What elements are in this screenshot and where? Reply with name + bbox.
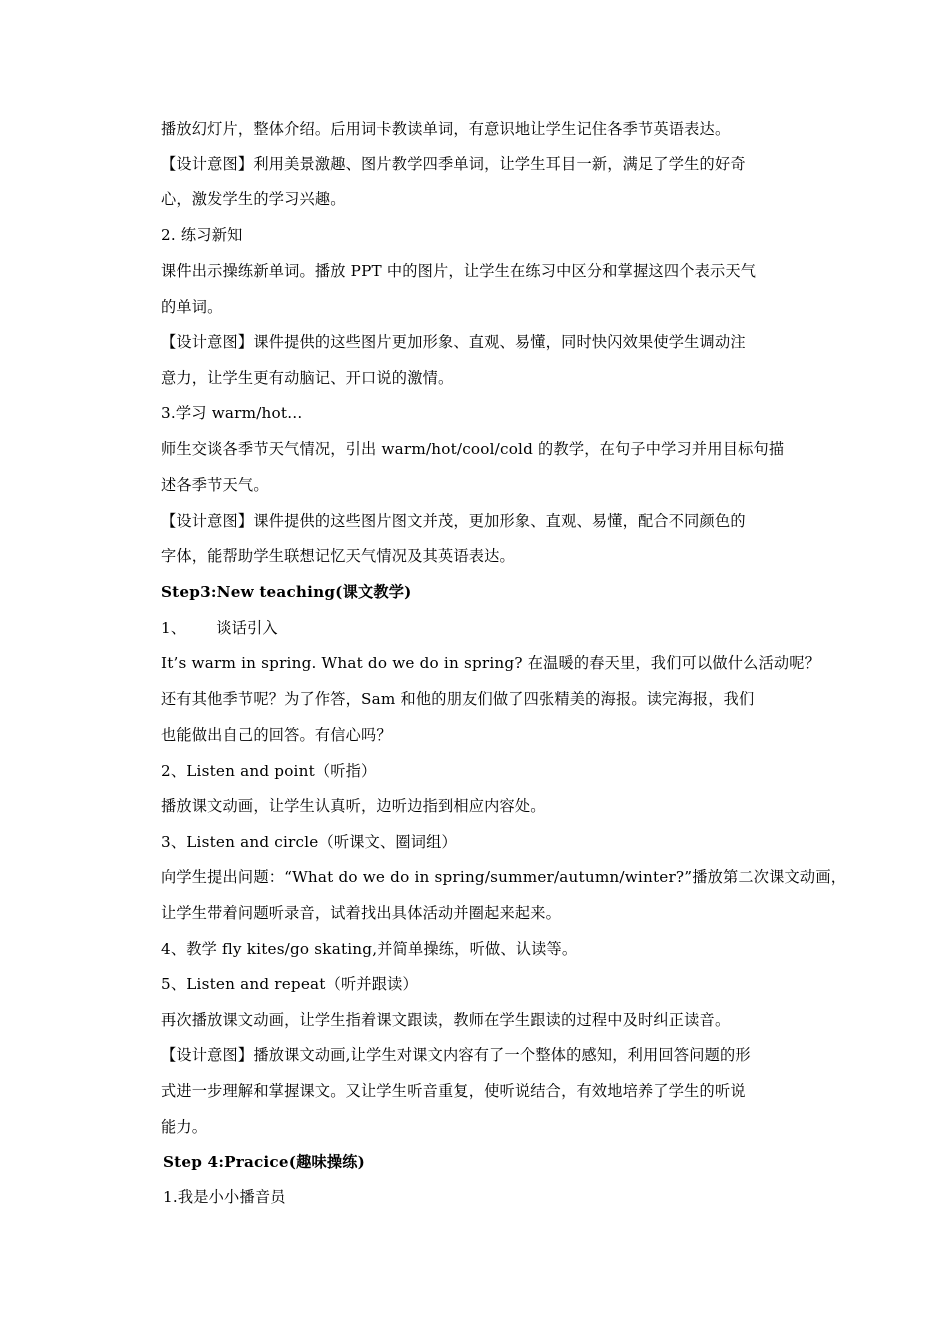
text-line: 还有其他季节呢？为了作答，Sam 和他的朋友们做了四张精美的海报。读完海报，我们 — [161, 690, 755, 708]
list-number: 1、 — [161, 619, 187, 637]
text-line: 心，激发学生的学习兴趣。 — [161, 190, 346, 208]
list-item: 2、Listen and point（听指） — [161, 762, 377, 780]
text-line: 让学生带着问题听录音，试着找出具体活动并圈起来起来。 — [161, 904, 562, 922]
step-heading: Step3:New teaching(课文教学) — [161, 583, 412, 601]
text-line: 向学生提出问题：“What do we do in spring/summer/autumn/winter?”播放第二次课文动画， — [161, 868, 847, 886]
text-line: 课件出示操练新单词。播放 PPT 中的图片，让学生在练习中区分和掌握这四个表示天气 — [161, 262, 757, 280]
text-line: 能力。 — [161, 1118, 208, 1136]
list-item-text: 谈话引入 — [216, 619, 278, 637]
text-line: 【设计意图】播放课文动画,让学生对课文内容有了一个整体的感知，利用回答问题的形 — [161, 1046, 751, 1064]
text-line: 述各季节天气。 — [161, 476, 269, 494]
text-line: 【设计意图】课件提供的这些图片图文并茂，更加形象、直观、易懂，配合不同颜色的 — [161, 512, 746, 530]
section-heading: 3.学习 warm/hot… — [161, 404, 303, 422]
text-line: 也能做出自己的回答。有信心吗？ — [161, 726, 392, 744]
text-line: 意力，让学生更有动脑记、开口说的激情。 — [161, 369, 454, 387]
step-heading: Step 4:Pracice(趣味操练) — [163, 1153, 366, 1171]
text-line: 再次播放课文动画，让学生指着课文跟读，教师在学生跟读的过程中及时纠正读音。 — [161, 1011, 731, 1029]
list-item: 4、教学 fly kites/go skating,并简单操练，听做、认读等。 — [161, 940, 578, 958]
text-line: 的单词。 — [161, 298, 223, 316]
list-item: 3、Listen and circle（听课文、圈词组） — [161, 833, 457, 851]
text-line: 播放课文动画，让学生认真听，边听边指到相应内容处。 — [161, 797, 546, 815]
text-line: 师生交谈各季节天气情况，引出 warm/hot/cool/cold 的教学，在句子中学习并用目标句描 — [161, 440, 785, 458]
section-heading: 2. 练习新知 — [161, 226, 243, 244]
text-line: 【设计意图】课件提供的这些图片更加形象、直观、易懂，同时快闪效果使学生调动注 — [161, 333, 746, 351]
list-item: 1.我是小小播音员 — [163, 1188, 286, 1206]
list-item — [161, 618, 278, 638]
text-line: 字体，能帮助学生联想记忆天气情况及其英语表达。 — [161, 547, 515, 565]
text-line: 播放幻灯片，整体介绍。后用词卡教读单词，有意识地让学生记住各季节英语表达。 — [161, 120, 731, 138]
text-line: 式进一步理解和掌握课文。又让学生听音重复，使听说结合，有效地培养了学生的听说 — [161, 1082, 746, 1100]
list-item: 5、Listen and repeat（听并跟读） — [161, 975, 418, 993]
text-line: It’s warm in spring. What do we do in spring? 在温暖的春天里，我们可以做什么活动呢？ — [161, 654, 821, 672]
text-line: 【设计意图】利用美景激趣、图片教学四季单词，让学生耳目一新，满足了学生的好奇 — [161, 155, 746, 173]
